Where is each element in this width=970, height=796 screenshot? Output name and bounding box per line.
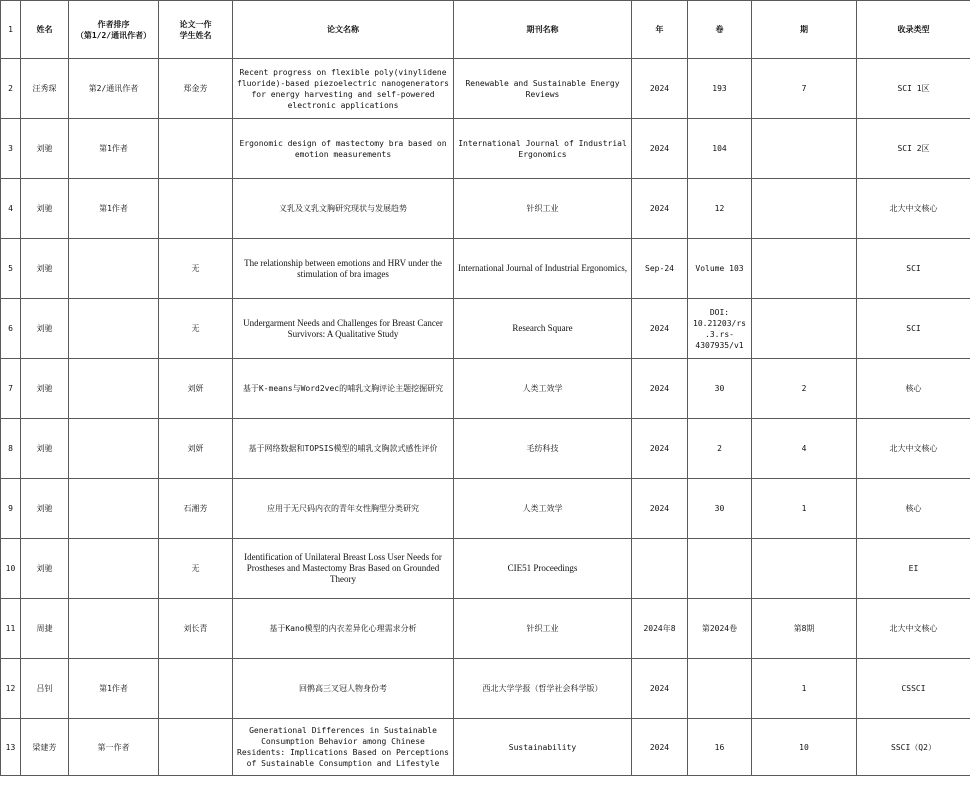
cell-issue[interactable] [752, 179, 857, 239]
header-journal[interactable]: 期刊名称 [454, 1, 632, 59]
cell-name[interactable]: 刘驰 [21, 539, 69, 599]
cell-journal[interactable]: 西北大学学报（哲学社会科学版） [454, 659, 632, 719]
cell-first-author-student[interactable]: 刘妍 [159, 419, 233, 479]
table-row [1, 479, 970, 539]
cell-index-type[interactable]: SCI [857, 239, 970, 299]
cell-journal[interactable]: Research Square [454, 299, 632, 359]
cell-paper-title[interactable]: 基于网络数据和TOPSIS模型的哺乳文胸款式感性评价 [233, 419, 454, 479]
table-row [1, 599, 970, 659]
cell-journal[interactable]: 毛纺科技 [454, 419, 632, 479]
cell-paper-title[interactable]: The relationship between emotions and HRV under the stimulation of bra images [233, 239, 454, 299]
row-number[interactable]: 5 [1, 239, 21, 299]
cell-volume[interactable]: 16 [688, 719, 752, 776]
cell-paper-title[interactable]: 基于K-means与Word2vec的哺乳文胸评论主题挖掘研究 [233, 359, 454, 419]
cell-journal[interactable]: 人类工效学 [454, 359, 632, 419]
cell-name[interactable]: 刘驰 [21, 239, 69, 299]
cell-author-order[interactable]: 第2/通讯作者 [69, 59, 159, 119]
row-number[interactable]: 8 [1, 419, 21, 479]
row-number[interactable]: 13 [1, 719, 21, 776]
cell-author-order[interactable] [69, 599, 159, 659]
cell-author-order[interactable] [69, 419, 159, 479]
cell-index-type[interactable]: SCI 2区 [857, 119, 970, 179]
cell-journal[interactable]: International Journal of Industrial Ergonomics [454, 119, 632, 179]
table-row [1, 419, 970, 479]
row-number[interactable]: 2 [1, 59, 21, 119]
cell-issue[interactable] [752, 299, 857, 359]
cell-paper-title[interactable]: 应用于无尺码内衣的青年女性胸型分类研究 [233, 479, 454, 539]
cell-index-type[interactable]: 核心 [857, 479, 970, 539]
cell-index-type[interactable]: 北大中文核心 [857, 179, 970, 239]
cell-author-order[interactable]: 第一作者 [69, 719, 159, 776]
cell-author-order[interactable]: 第1作者 [69, 119, 159, 179]
cell-name[interactable]: 周捷 [21, 599, 69, 659]
cell-volume[interactable]: 104 [688, 119, 752, 179]
cell-first-author-student[interactable]: 刘妍 [159, 359, 233, 419]
row-number[interactable]: 9 [1, 479, 21, 539]
cell-year[interactable]: 2024 [632, 659, 688, 719]
cell-author-order[interactable] [69, 299, 159, 359]
cell-paper-title[interactable]: Ergonomic design of mastectomy bra based on emotion measurements [233, 119, 454, 179]
cell-issue[interactable] [752, 539, 857, 599]
cell-volume[interactable]: 193 [688, 59, 752, 119]
cell-name[interactable]: 吕钊 [21, 659, 69, 719]
row-number[interactable]: 1 [1, 1, 21, 59]
table-row [1, 659, 970, 719]
cell-volume[interactable]: 30 [688, 479, 752, 539]
cell-issue[interactable]: 10 [752, 719, 857, 776]
cell-journal[interactable]: Sustainability [454, 719, 632, 776]
cell-issue[interactable]: 2 [752, 359, 857, 419]
cell-paper-title[interactable]: 回鹘高三叉冠人物身份考 [233, 659, 454, 719]
row-number[interactable]: 11 [1, 599, 21, 659]
header-author-order[interactable]: 作者排序 （第1/2/通讯作者） [69, 1, 159, 59]
cell-year[interactable]: 2024 [632, 119, 688, 179]
cell-paper-title[interactable]: Generational Differences in Sustainable Consumption Behavior among Chinese Residents: Implications Based on Perceptions of Sustainable Consumption and Lifestyle [233, 719, 454, 776]
cell-issue[interactable]: 7 [752, 59, 857, 119]
cell-first-author-student[interactable]: 无 [159, 539, 233, 599]
cell-first-author-student[interactable]: 无 [159, 239, 233, 299]
cell-name[interactable]: 梁建芳 [21, 719, 69, 776]
table-row [1, 179, 970, 239]
cell-index-type[interactable]: 核心 [857, 359, 970, 419]
cell-volume[interactable] [688, 659, 752, 719]
cell-author-order[interactable] [69, 479, 159, 539]
cell-year[interactable]: 2024 [632, 179, 688, 239]
cell-journal[interactable]: 针织工业 [454, 599, 632, 659]
cell-index-type[interactable]: 北大中文核心 [857, 419, 970, 479]
cell-year[interactable]: 2024 [632, 719, 688, 776]
row-number[interactable]: 6 [1, 299, 21, 359]
cell-author-order[interactable] [69, 539, 159, 599]
table-row [1, 59, 970, 119]
cell-journal[interactable]: 人类工效学 [454, 479, 632, 539]
cell-year[interactable]: 2024 [632, 479, 688, 539]
cell-year[interactable] [632, 539, 688, 599]
cell-name[interactable]: 刘驰 [21, 419, 69, 479]
header-index-type[interactable]: 收录类型 [857, 1, 970, 59]
cell-journal[interactable]: Renewable and Sustainable Energy Reviews [454, 59, 632, 119]
table-row [1, 719, 970, 776]
table-row [1, 239, 970, 299]
table-row [1, 539, 970, 599]
cell-first-author-student[interactable]: 郑金芳 [159, 59, 233, 119]
cell-name[interactable]: 刘驰 [21, 479, 69, 539]
cell-journal[interactable]: International Journal of Industrial Ergonomics, [454, 239, 632, 299]
cell-first-author-student[interactable]: 石湘芳 [159, 479, 233, 539]
row-number[interactable]: 12 [1, 659, 21, 719]
cell-index-type[interactable]: SCI 1区 [857, 59, 970, 119]
header-paper-title[interactable]: 论文名称 [233, 1, 454, 59]
cell-author-order[interactable] [69, 239, 159, 299]
table-row [1, 299, 970, 359]
cell-paper-title[interactable]: Recent progress on flexible poly(vinylidene fluoride)-based piezoelectric nanogenerators for energy harvesting and self-powered electronic applications [233, 59, 454, 119]
cell-year[interactable]: 2024 [632, 59, 688, 119]
cell-first-author-student[interactable] [159, 719, 233, 776]
table-row [1, 119, 970, 179]
cell-volume[interactable]: DOI: 10.21203/rs.3.rs-4307935/v1 [688, 299, 752, 359]
cell-year[interactable]: 2024 [632, 419, 688, 479]
header-first-author-student[interactable]: 论文一作 学生姓名 [159, 1, 233, 59]
cell-first-author-student[interactable]: 刘长青 [159, 599, 233, 659]
cell-author-order[interactable]: 第1作者 [69, 179, 159, 239]
cell-paper-title[interactable]: Undergarment Needs and Challenges for Breast Cancer Survivors: A Qualitative Study [233, 299, 454, 359]
cell-name[interactable]: 汪秀琛 [21, 59, 69, 119]
cell-year[interactable]: 2024 [632, 359, 688, 419]
cell-volume[interactable]: Volume 103 [688, 239, 752, 299]
header-issue[interactable]: 期 [752, 1, 857, 59]
cell-index-type[interactable]: SSCI（Q2） [857, 719, 970, 776]
cell-index-type[interactable]: EI [857, 539, 970, 599]
cell-volume[interactable]: 2 [688, 419, 752, 479]
cell-paper-title[interactable]: 基于Kano模型的内衣差异化心理需求分析 [233, 599, 454, 659]
cell-year[interactable]: Sep-24 [632, 239, 688, 299]
row-number[interactable]: 3 [1, 119, 21, 179]
cell-first-author-student[interactable]: 无 [159, 299, 233, 359]
header-name[interactable]: 姓名 [21, 1, 69, 59]
cell-volume[interactable] [688, 539, 752, 599]
cell-name[interactable]: 刘驰 [21, 179, 69, 239]
table-row [1, 359, 970, 419]
cell-first-author-student[interactable] [159, 179, 233, 239]
cell-paper-title[interactable]: Identification of Unilateral Breast Loss User Needs for Prostheses and Mastectomy Bras Based on Grounded Theory [233, 539, 454, 599]
header-row [1, 1, 970, 59]
cell-volume[interactable]: 12 [688, 179, 752, 239]
cell-first-author-student[interactable] [159, 659, 233, 719]
cell-index-type[interactable]: SCI [857, 299, 970, 359]
row-number[interactable]: 10 [1, 539, 21, 599]
header-year[interactable]: 年 [632, 1, 688, 59]
cell-journal[interactable]: 针织工业 [454, 179, 632, 239]
row-number[interactable]: 7 [1, 359, 21, 419]
cell-volume[interactable]: 30 [688, 359, 752, 419]
cell-first-author-student[interactable] [159, 119, 233, 179]
cell-volume[interactable]: 第2024卷 [688, 599, 752, 659]
cell-issue[interactable]: 第8期 [752, 599, 857, 659]
cell-author-order[interactable]: 第1作者 [69, 659, 159, 719]
cell-journal[interactable]: CIE51 Proceedings [454, 539, 632, 599]
cell-year[interactable]: 2024年8 [632, 599, 688, 659]
cell-name[interactable]: 刘驰 [21, 359, 69, 419]
row-number[interactable]: 4 [1, 179, 21, 239]
cell-issue[interactable] [752, 239, 857, 299]
cell-name[interactable]: 刘驰 [21, 119, 69, 179]
cell-index-type[interactable]: CSSCI [857, 659, 970, 719]
cell-issue[interactable]: 4 [752, 419, 857, 479]
cell-issue[interactable]: 1 [752, 479, 857, 539]
cell-paper-title[interactable]: 义乳及义乳文胸研究现状与发展趋势 [233, 179, 454, 239]
cell-name[interactable]: 刘驰 [21, 299, 69, 359]
cell-issue[interactable] [752, 119, 857, 179]
cell-issue[interactable]: 1 [752, 659, 857, 719]
cell-year[interactable]: 2024 [632, 299, 688, 359]
cell-author-order[interactable] [69, 359, 159, 419]
header-volume[interactable]: 卷 [688, 1, 752, 59]
cell-index-type[interactable]: 北大中文核心 [857, 599, 970, 659]
